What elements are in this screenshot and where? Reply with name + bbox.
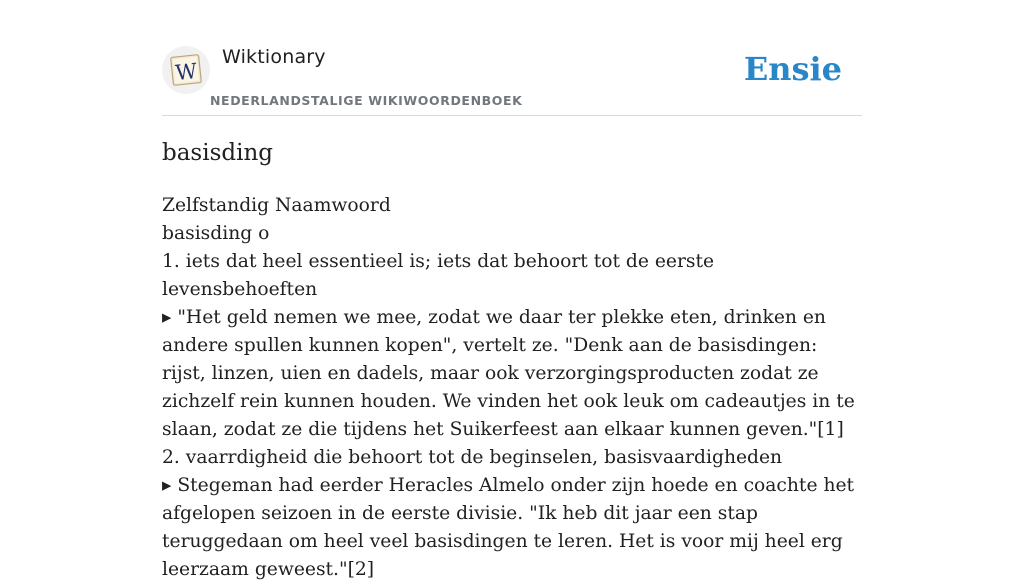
entry-content <box>162 192 862 584</box>
logo-letter: W <box>174 58 199 86</box>
page-title: basisding <box>162 140 274 166</box>
example-1: ▸ "Het geld nemen we mee, zodat we daar ter plekke eten, drinken en andere spullen kunnen kopen", vertelt ze. "Denk aan de basisdingen: rijst, linzen, uien en dadels, maar ook verzorgingsproducten zodat ze zichzelf rein kunnen houden. We vinden het ook leuk om cadeautjes in te slaan, zodat ze die tijdens het Suikerfeest aan elkaar kunnen geven."[1] <box>162 307 855 440</box>
wiktionary-logo-icon[interactable] <box>162 46 210 94</box>
site-subtitle: NEDERLANDSTALIGE WIKIWOORDENBOEK <box>210 93 523 108</box>
example-2: ▸ Stegeman had eerder Heracles Almelo onder zijn hoede en coachte het afgelopen seizoen in de eerste divisie. "Ik heb dit jaar een stap teruggedaan om heel veel basisdingen te leren. Het is voor mij heel erg leerzaam geweest."[2] <box>162 475 855 580</box>
word-gender: basisding o <box>162 223 270 244</box>
ensie-brand-link[interactable]: Ensie <box>743 50 842 88</box>
logo-tile-icon <box>166 50 206 90</box>
part-of-speech: Zelfstandig Naamwoord <box>162 195 391 216</box>
definition-2: 2. vaarrdigheid die behoort tot de beginselen, basisvaardigheden <box>162 447 783 468</box>
definition-1: 1. iets dat heel essentieel is; iets dat behoort tot de eerste levensbehoeften <box>162 251 715 300</box>
site-name[interactable]: Wiktionary <box>222 46 326 68</box>
site-header <box>162 0 862 116</box>
page <box>162 0 862 580</box>
